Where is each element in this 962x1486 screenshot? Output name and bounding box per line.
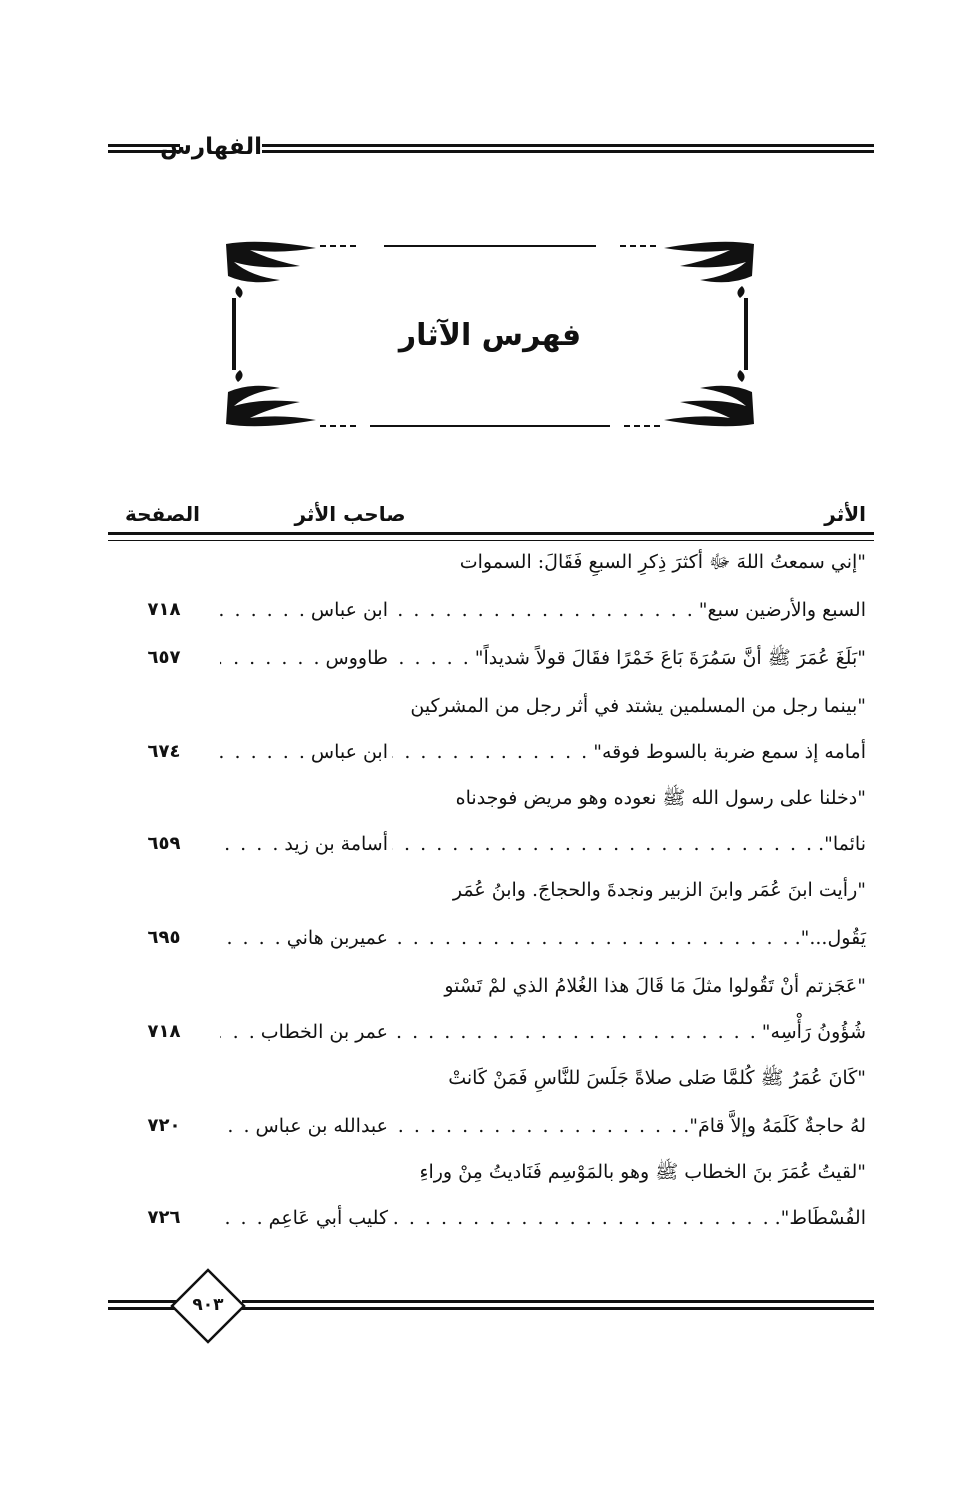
footer-rule-right [242, 1300, 874, 1310]
header-rule-left [108, 144, 180, 153]
footer-rule-left [108, 1300, 176, 1310]
entry-4-line-2: نائما". . . . [392, 830, 866, 858]
running-head: الفهارس [160, 134, 262, 160]
entry-4-author: أسامة بن زيد . . . [220, 830, 388, 858]
entry-3-page: ٦٧٤ [147, 741, 181, 762]
header-double-rule [108, 532, 874, 541]
column-header-author: صاحب الأثر [294, 502, 406, 526]
page-number: ٩٠٣ [192, 1295, 224, 1315]
entry-7-line-1: "كَانَ عُمَرُ ﷺ كُلمَّا صَلى صلاةً جَلَسَ للنَّاسِ فَمَنْ كَانتْ [448, 1067, 866, 1089]
entry-7-line-2: لهُ حاجةٌ كَلَمَهُ وإلاَّ قامَ". . . . [392, 1112, 866, 1140]
entry-3-author: ابن عباس . . . [220, 738, 388, 766]
entry-8-author: كليب أبي عَاعِم . . . [220, 1204, 388, 1232]
entry-2-page: ٦٥٧ [147, 647, 181, 668]
section-title: فهرس الآثار [398, 318, 582, 353]
entry-1-page: ٧١٨ [147, 599, 181, 620]
entry-6-line-1: "عَجَزتم أنْ تَقُولوا مثلَ مَا قَالَ هذا الغُلامُ الذي لمْ تَسْتو [444, 975, 866, 997]
column-header-page: الصفحة [124, 502, 200, 526]
entry-1-line-2: السبع والأرضين سبع" . . . [392, 596, 866, 624]
entry-6-author: عمر بن الخطاب . . . [220, 1018, 388, 1046]
entry-5-line-2: يَقُول...". . . . [392, 924, 866, 952]
entry-4-page: ٦٥٩ [147, 833, 181, 854]
header-rule-right [262, 144, 874, 153]
entry-8-page: ٧٢٦ [147, 1207, 181, 1228]
entry-3-line-1: "بينما رجل من المسلمين يشتد في أثر رجل من المشركين [410, 695, 866, 717]
entry-4-line-1: "دخلنا على رسول الله ﷺ نعوده وهو مريض فوجدناه [455, 787, 866, 809]
entry-8-line-1: "لقيتُ عُمَرَ بنَ الخطاب ﷺ وهو بالمَوْسِم فَنَاديتُ مِنْ وراءِ [419, 1161, 866, 1183]
entry-7-page: ٧٢٠ [147, 1115, 181, 1136]
entry-1-author: ابن عباس . . . [220, 596, 388, 624]
entry-2-line-1: "بَلَغَ عُمَرَ ﷺ أنَّ سَمُرَةَ بَاعَ خَمْرًا فقَالَ قولاً شديداً" . . . [392, 644, 866, 672]
entry-5-line-1: "رأيت ابنَ عُمَر وابنَ الزبير ونجدةَ والحجاجَ. وابنُ عُمَر [452, 879, 866, 901]
entry-5-author: عميربن هاني . . . [220, 924, 388, 952]
title-frame [220, 236, 760, 432]
entry-8-line-2: الفُسْطَاط". . . . [392, 1204, 866, 1232]
entry-6-line-2: شُؤُونُ رَأْسِه" . . . [392, 1018, 866, 1046]
entry-6-page: ٧١٨ [147, 1021, 181, 1042]
entry-5-page: ٦٩٥ [147, 927, 181, 948]
column-header-athar: الأثر [824, 502, 866, 526]
entry-2-author: طاووس . . . [220, 644, 388, 672]
entry-1-line-1: "إني سمعتُ اللهَ ﷻ أكثرَ ذِكرِ السبعِ فَقَالَ: السموات [459, 551, 866, 573]
entry-3-line-2: أمامه إذ سمع ضربة بالسوط فوقه" . . . [392, 738, 866, 766]
entry-7-author: عبدالله بن عباس . . . [220, 1112, 388, 1140]
